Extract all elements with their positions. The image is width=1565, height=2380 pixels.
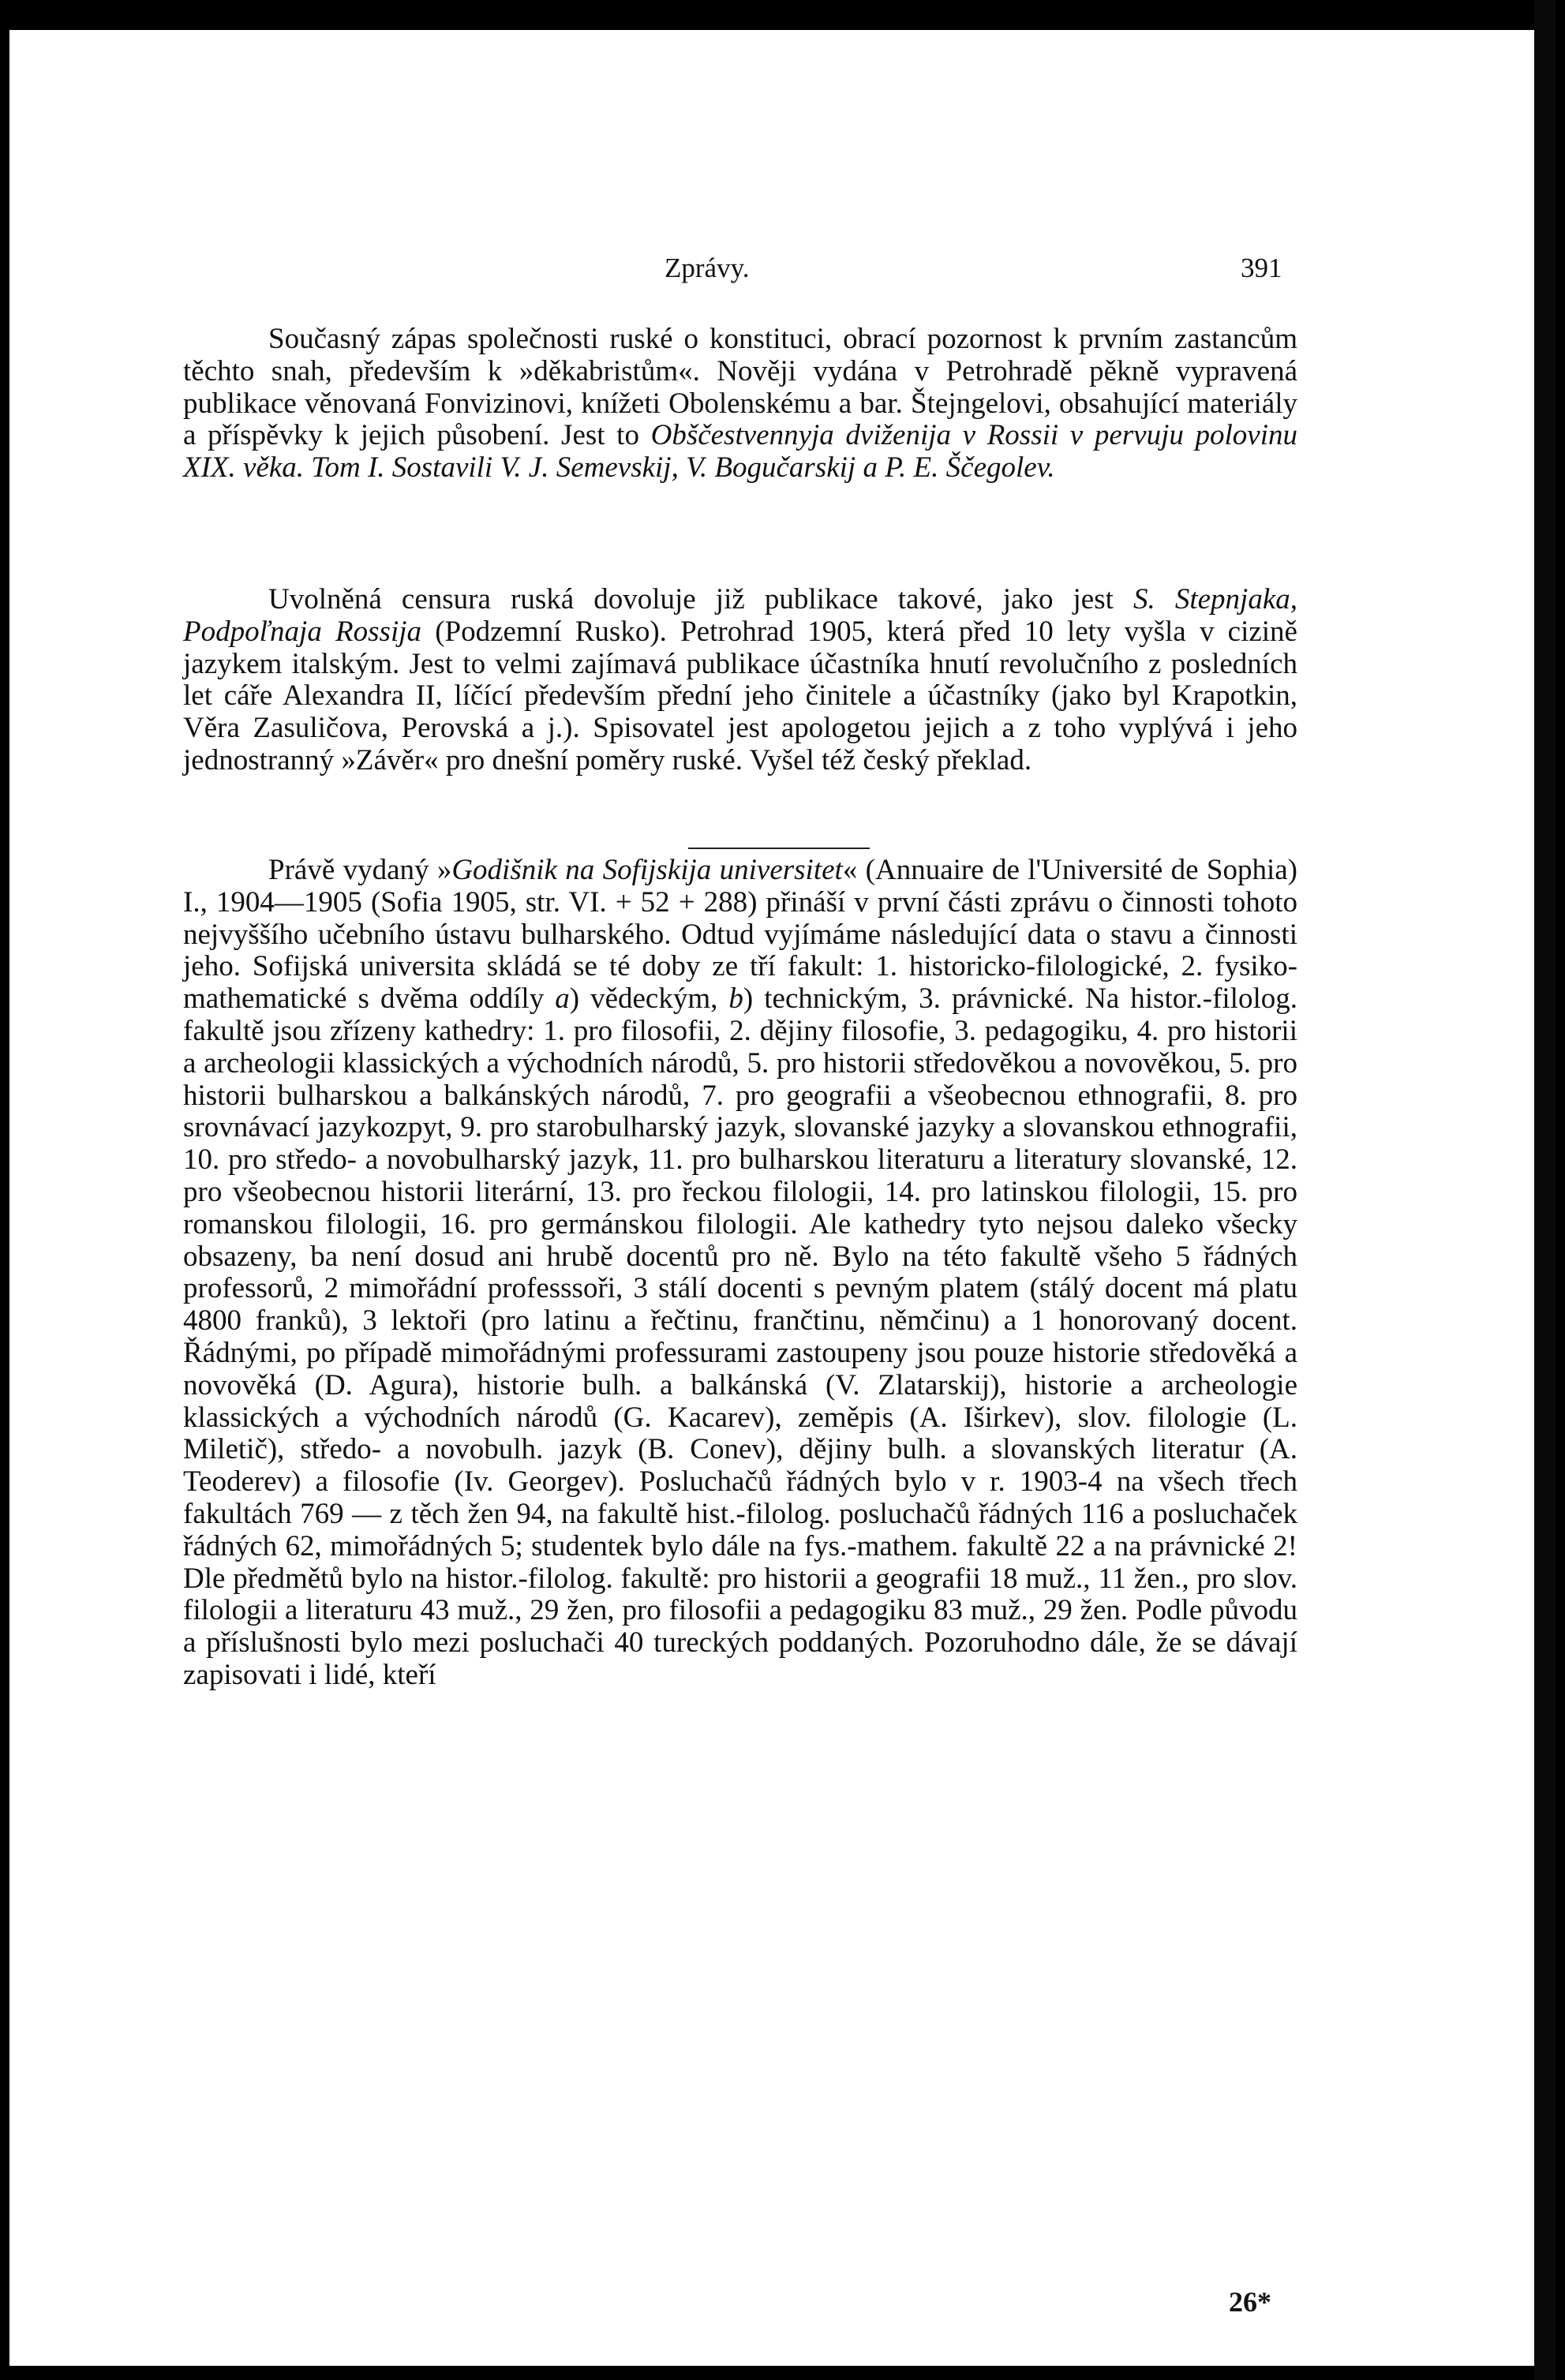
paragraph-text: Uvolněná censura ruská dovoluje již publikace takové, jako jest: [268, 583, 1133, 616]
paragraph-podpolnaja-rossija: [183, 584, 1297, 777]
paragraph-dekabristy: [183, 324, 1297, 485]
paragraph-text: Právě vydaný »: [268, 854, 452, 886]
paragraph-text: Současný zápas společnosti ruské o konstituci, obrací pozornost k prvním zastancům těchto snah, především k »děkabristům«. Nověji vydána v Petrohradě pěkně vypravená publikace věnovaná Fonvizinovi, knížeti Obolenskému a bar. Štejngelovi, obsahující materiály a příspěvky k jejich působení. Jest to: [183, 323, 1297, 452]
book-page: [9, 30, 1544, 2366]
book-title-italic: S. Stepnjaka, Podpoľnaja Rossija: [183, 583, 1297, 648]
section-divider: [688, 848, 870, 849]
paragraph-text: ) technickým, 3. právnické. Na histor.-filolog. fakultě jsou zřízeny kathedry: 1. pro filosofii, 2. dějiny filosofie, 3. pedagogiku, 4. pro historii a archeologii klassických a východních národů, 5. pro historii středověkou a novověkou, 5. pro historii bulharskou a balkánských národů, 7. pro geografii a všeobecnou ethnografii, 8. pro srovnávací jazykozpyt, 9. pro starobulharský jazyk, slovanské jazyky a slovanskou ethnografii, 10. pro středo- a novobulharský jazyk, 11. pro bulharskou literaturu a literatury slovanské, 12. pro všeobecnou historii literární, 13. pro řeckou filologii, 14. pro latinskou filologii, 15. pro romanskou filologii, 16. pro germánskou filologii. Ale kathedry tyto nejsou daleko všecky obsazeny, ba není dosud ani hrubě docentů pro ně. Bylo na této fakultě všeho 5 řádných professorů, 2 mimořádní professsoři, 3 stálí docenti s pevným platem (stálý docent má platu 4800 franků), 3 lektoři (pro latinu a řečtinu, frančtinu, němčinu) a 1 honorovaný docent. Řádnými, po případě mimořádnými professurami zastoupeny jsou pouze historie středověká a novověká (D. Agura), historie bulh. a balkánská (V. Zlatarskij), historie a archeologie klassických a východních národů (G. Kacarev), zeměpis (A. Iširkev), slov. filologie (L. Miletič), středo- a novobulh. jazyk (B. Conev), dějiny bulh. a slovanských literatur (A. Teoderev) a filosofie (Iv. Georgev). Posluchačů řádných bylo v r. 1903-4 na všech třech fakultách 769 — z těch žen 94, na fakultě hist.-filolog. posluchačů řádných 116 a posluchaček řádných 62, mimořádných 5; studentek bylo dále na fys.-mathem. fakultě 22 a na právnické 2! Dle předmětů bylo na histor.-filolog. fakultě: pro historii a geografii 18 muž., 11 žen., pro slov. filologii a literaturu 43 muž., 29 žen, pro filosofii a pedagogiku 83 muž., 29 žen. Podle původu a příslušnosti bylo mezi posluchači 40 tureckých poddaných. Pozoruhodno dále, že se dávají zapisovati i lidé, kteří: [183, 982, 1297, 1691]
page-header: [9, 253, 1544, 300]
printer-signature: 26*: [1229, 2286, 1271, 2318]
book-title-italic: Obščestvennyja dviženija v Rossii v pervuju polovinu XIX. věka. Tom I. Sostavili V. J. Semevskij, V. Bogučarskij a P. E. Ščegolev.: [183, 419, 1297, 485]
paragraph-text: ) vědeckým,: [569, 982, 729, 1016]
scan-edge: [1534, 0, 1556, 2380]
paragraph-text: (Podzemní Rusko). Petrohrad 1905, která před 10 lety vyšla v cizině jazykem italským. Jest to velmi zajímavá publikace účastníka hnutí revolučního z posledních let cáře Alexandra II, líčící především přední jeho činitele a účastníky (jako byl Krapotkin, Věra Zasuličova, Perovská a j.). Spisovatel jest apologetou jejich a z toho vyplývá i jeho jednostranný »Závěr« pro dnešní poměry ruské. Vyšel též český překlad.: [183, 615, 1297, 776]
paragraph-text: « (Annuaire de l'Université de Sophia) I., 1904—1905 (Sofia 1905, str. VI. + 52 + 288) přináší v první části zprávu o činnosti tohoto nejvyššího učebního ústavu bulharského. Odtud vyjímáme následující data o stavu a činnosti jeho. Sofijská universita skládá se té doby ze tří fakult: 1. historicko-filologické, 2. fysiko-mathematické s dvěma oddíly: [183, 854, 1297, 1016]
page-number: 391: [1241, 253, 1282, 283]
book-title-italic: Godišnik na Sofijskija universitet: [451, 854, 843, 886]
list-marker-italic: a: [555, 982, 570, 1016]
running-head: Zprávy.: [665, 253, 750, 283]
paragraph-sofia-university: [183, 855, 1297, 1692]
list-marker-italic: b: [728, 982, 743, 1016]
